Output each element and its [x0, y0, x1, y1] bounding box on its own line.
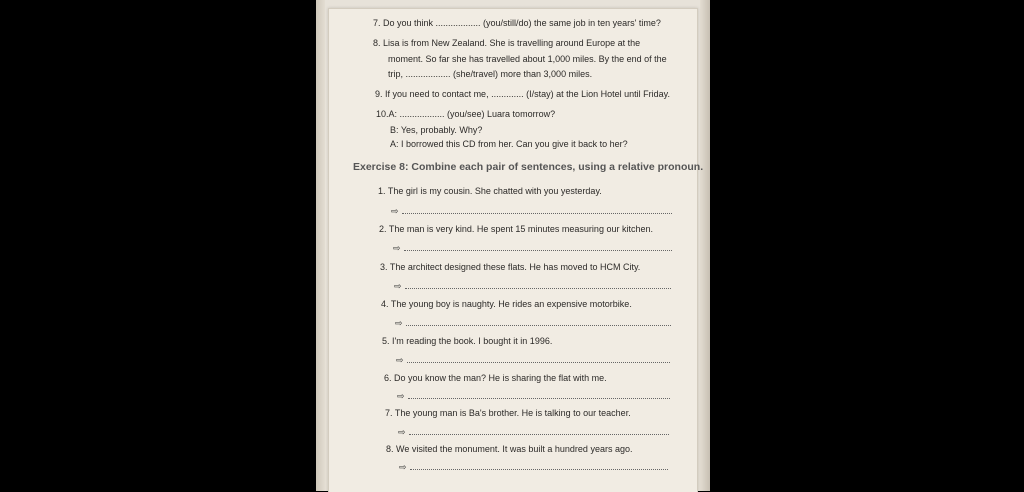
answer-arrow-icon: ⇨	[397, 391, 405, 401]
ex8-item-2: 2. The man is very kind. He spent 15 minutes measuring our kitchen.	[379, 224, 653, 234]
ex7-item-10-line2: B: Yes, probably. Why?	[390, 125, 483, 135]
answer-arrow-icon: ⇨	[399, 462, 407, 472]
ex7-item-8-line1: 8. Lisa is from New Zealand. She is travelling around Europe at the	[373, 38, 641, 48]
ex7-item-10-line3: A: I borrowed this CD from her. Can you give it back to her?	[390, 139, 628, 149]
page-edge-right	[700, 0, 710, 491]
ex7-item-8-line3: trip, .................. (she/travel) more than 3,000 miles.	[388, 69, 593, 79]
answer-arrow-icon: ⇨	[395, 318, 403, 328]
answer-line-4	[406, 325, 671, 326]
ex8-item-3: 3. The architect designed these flats. He has moved to HCM City.	[380, 262, 641, 272]
answer-line-6	[408, 398, 670, 399]
ex8-item-5: 5. I'm reading the book. I bought it in 1996.	[382, 336, 553, 346]
ex7-item-7: 7. Do you think .................. (you/still/do) the same job in ten years' time?	[373, 18, 661, 28]
ex7-item-9: 9. If you need to contact me, ............. (I/stay) at the Lion Hotel until Friday.	[375, 89, 670, 99]
answer-arrow-icon: ⇨	[393, 243, 401, 253]
answer-arrow-icon: ⇨	[394, 281, 402, 291]
ex8-item-1: 1. The girl is my cousin. She chatted with you yesterday.	[378, 186, 602, 196]
answer-arrow-icon: ⇨	[398, 427, 406, 437]
ex8-item-8: 8. We visited the monument. It was built a hundred years ago.	[386, 444, 633, 454]
ex8-item-6: 6. Do you know the man? He is sharing the flat with me.	[384, 373, 607, 383]
ex8-item-7: 7. The young man is Ba's brother. He is talking to our teacher.	[385, 408, 631, 418]
answer-line-8	[410, 469, 668, 470]
answer-arrow-icon: ⇨	[396, 355, 404, 365]
answer-arrow-icon: ⇨	[391, 206, 399, 216]
ex7-item-8-line2: moment. So far she has travelled about 1,000 miles. By the end of the	[388, 54, 667, 64]
answer-line-2	[404, 250, 672, 251]
answer-line-5	[407, 362, 670, 363]
ex7-item-10-line1: 10.A: .................. (you/see) Luara tomorrow?	[376, 109, 556, 119]
answer-line-1	[402, 213, 672, 214]
ex8-item-4: 4. The young boy is naughty. He rides an expensive motorbike.	[381, 299, 632, 309]
answer-line-7	[409, 434, 669, 435]
answer-line-3	[405, 288, 671, 289]
page-edge-left	[316, 0, 325, 491]
exercise-8-heading: Exercise 8: Combine each pair of sentences, using a relative pronoun.	[353, 161, 704, 173]
